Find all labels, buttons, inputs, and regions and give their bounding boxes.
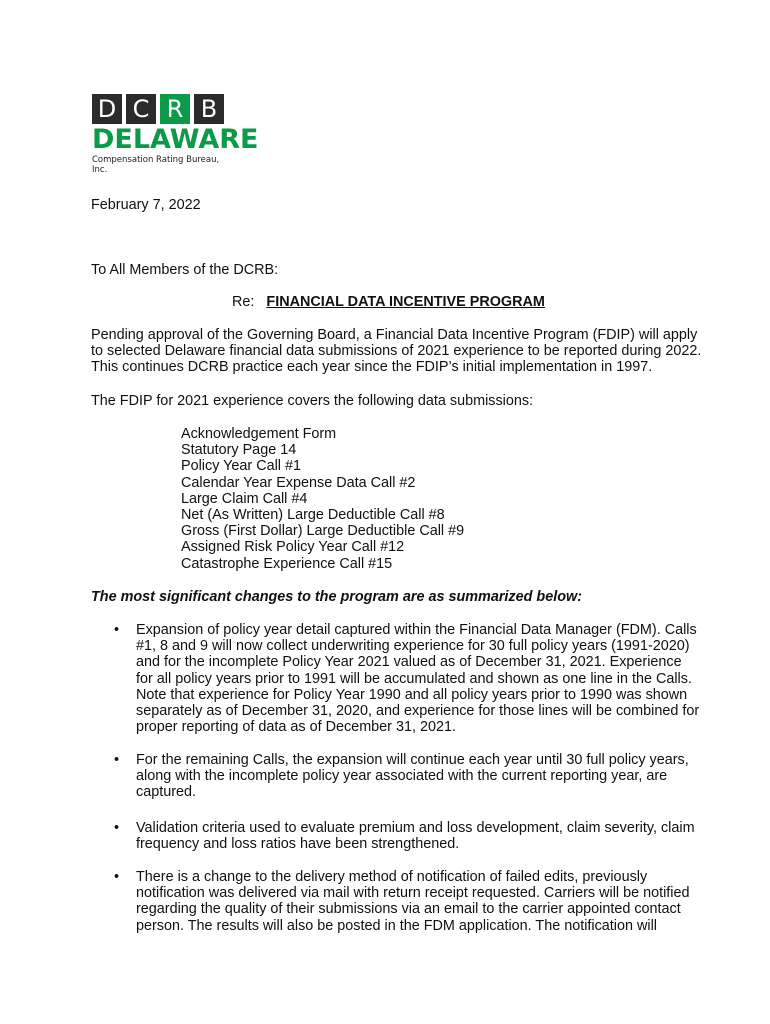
bullet-line: notification was delivered via mail with return receipt requested. Carriers will be notified [136, 885, 690, 902]
logo-letter-d: D [92, 94, 122, 124]
bullet-line: Validation criteria used to evaluate premium and loss development, claim severity, claim [136, 820, 695, 836]
bullet-text [136, 622, 699, 735]
bullet-icon: • [114, 622, 120, 638]
logo-letter-row [92, 94, 232, 124]
bullet-line: and for the incomplete Policy Year 2021 valued as of December 31, 2021. Experience [136, 654, 682, 671]
submissions-intro: The FDIP for 2021 experience covers the following data submissions: [91, 393, 534, 409]
intro-line: Pending approval of the Governing Board, a Financial Data Incentive Program (FDIP) will apply [91, 327, 698, 343]
letter-salutation: To All Members of the DCRB: [91, 262, 279, 278]
bullet-line: proper reporting of data as of December 31, 2021. [136, 719, 456, 736]
bullet-line: frequency and loss ratios have been strengthened. [136, 836, 460, 853]
submissions-list [181, 426, 464, 572]
subject-label: Re: [232, 294, 255, 310]
letter-date: February 7, 2022 [91, 197, 201, 213]
intro-line: to selected Delaware financial data submissions of 2021 experience to be reported during 2022. [91, 343, 702, 360]
dcrb-logo [92, 94, 259, 175]
bullet-line: separately as of December 31, 2020, and experience for those lines will be combined for [136, 703, 700, 720]
logo-letter-c: C [126, 94, 156, 124]
bullet-line: person. The results will also be posted in the FDM application. The notification will [136, 917, 657, 934]
subject-line [232, 294, 545, 310]
submission-item: Acknowledgement Form [181, 426, 337, 442]
logo-letter-b: B [194, 94, 224, 124]
logo-subtitle: Compensation Rating Bureau, Inc. [92, 155, 220, 175]
changes-heading: The most significant changes to the program are as summarized below: [91, 589, 582, 605]
bullet-icon: • [114, 820, 120, 836]
submission-item: Catastrophe Experience Call #15 [181, 555, 393, 572]
bullet-line: for all policy years prior to 1991 will be accumulated and shown as one line in the Calls. [136, 670, 692, 687]
bullet-line: There is a change to the delivery method of notification of failed edits, previously [136, 869, 648, 885]
submission-item: Policy Year Call #1 [181, 458, 301, 475]
submission-item: Net (As Written) Large Deductible Call #8 [181, 507, 445, 524]
bullet-line: captured. [136, 784, 197, 801]
bullet-text [136, 869, 690, 934]
bullet-line: along with the incomplete policy year associated with the current reporting year, are [136, 768, 668, 785]
intro-line: This continues DCRB practice each year since the FDIP’s initial implementation in 1997. [91, 359, 653, 376]
submission-item: Assigned Risk Policy Year Call #12 [181, 539, 405, 556]
submission-item: Statutory Page 14 [181, 442, 297, 459]
bullet-line: regarding the quality of their submissions via an email to the carrier appointed contact [136, 901, 681, 918]
logo-letter-r: R [160, 94, 190, 124]
submission-item: Gross (First Dollar) Large Deductible Call #9 [181, 523, 465, 540]
submission-item: Calendar Year Expense Data Call #2 [181, 474, 416, 491]
intro-paragraph [91, 327, 701, 376]
bullet-line: For the remaining Calls, the expansion will continue each year until 30 full policy years, [136, 752, 689, 768]
bullet-line: #1, 8 and 9 will now collect underwriting experience for 30 full policy years (1991-2020) [136, 638, 690, 655]
bullet-line: Note that experience for Policy Year 1990 and all policy years prior to 1990 was shown [136, 686, 688, 703]
bullet-line: Expansion of policy year detail captured within the Financial Data Manager (FDM). Calls [136, 622, 697, 638]
logo-state-name: DELAWARE [92, 124, 259, 155]
bullet-icon: • [114, 752, 120, 768]
submission-item: Large Claim Call #4 [181, 490, 308, 507]
bullet-text [136, 752, 689, 801]
subject-title: FINANCIAL DATA INCENTIVE PROGRAM [266, 294, 545, 310]
bullet-icon: • [114, 869, 120, 885]
bullet-text [136, 820, 695, 852]
